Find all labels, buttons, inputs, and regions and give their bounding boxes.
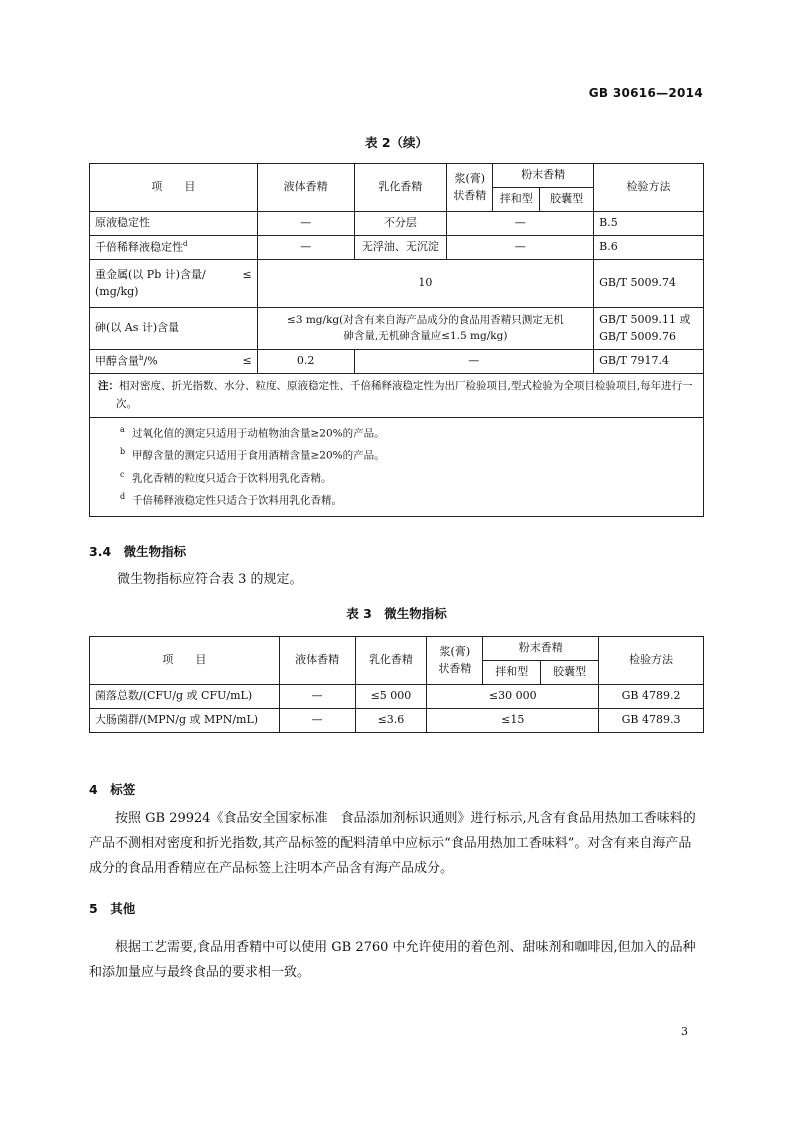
row-item: 菌落总数/(CFU/g 或 CFU/mL) — [90, 685, 280, 709]
footnotes — [90, 417, 704, 516]
col-header-liquid: 液体香精 — [257, 164, 354, 212]
footnote-mark: b — [120, 447, 126, 457]
table-row — [90, 350, 704, 374]
row-item: 原液稳定性 — [90, 212, 258, 236]
note-text: 相对密度、折光指数、水分、粒度、原液稳定性、千倍稀释液稳定性为出厂检验项目,型式检验为全项目检验项目,每年进行一次。 — [116, 380, 693, 411]
table-row — [90, 709, 704, 733]
col-header-paste-l1: 浆(膏) — [439, 645, 471, 658]
section-5-heading: 5 其他 — [89, 901, 136, 916]
footnote-item — [120, 422, 695, 444]
cell-method: B.5 — [594, 212, 704, 236]
table-row — [90, 685, 704, 709]
table-2-caption: 表 2（续） — [364, 135, 429, 150]
col-header-emulsion: 乳化香精 — [355, 637, 427, 685]
col-header-powder: 粉末香精 — [493, 164, 594, 188]
cell-merged: ≤15 — [427, 709, 599, 733]
le-sign: ≤ — [242, 353, 252, 367]
row-item-label-l1: 重金属(以 Pb 计)含量/ — [95, 268, 206, 281]
cell-merged: — — [447, 212, 594, 236]
cell-merged: 10 — [257, 260, 593, 308]
footnote-item — [120, 467, 695, 489]
cell-value-l1: ≤3 mg/kg(对含有来自海产品成分的食品用香精只测定无机 — [287, 313, 564, 326]
cell-value-l2: 砷含量,无机砷含量应≤1.5 mg/kg) — [343, 329, 508, 342]
col-header-item: 项 目 — [90, 164, 258, 212]
footnote-mark: d — [120, 492, 126, 502]
row-item-unit: /% — [143, 354, 158, 368]
cell-emulsion: ≤3.6 — [355, 709, 427, 733]
row-item — [90, 236, 258, 260]
col-header-capsule: 胶囊型 — [540, 188, 594, 212]
cell-liquid: — — [257, 212, 354, 236]
col-header-paste-l2: 状香精 — [438, 661, 472, 675]
row-item — [90, 260, 258, 308]
footnote-item — [120, 444, 695, 466]
footnote-text: 乳化香精的粒度只适合于饮料用乳化香精。 — [132, 472, 332, 485]
col-header-mixed: 拌和型 — [493, 188, 540, 212]
standard-number: GB 30616—2014 — [588, 86, 703, 100]
table-3-caption: 表 3 微生物指标 — [346, 606, 447, 621]
table-2 — [89, 163, 704, 517]
cell-method: GB/T 5009.74 — [594, 260, 704, 308]
table-row — [90, 212, 704, 236]
cell-emulsion: 不分层 — [354, 212, 447, 236]
cell-liquid: — — [279, 685, 355, 709]
section-4-heading: 4 标签 — [89, 782, 136, 797]
col-header-liquid: 液体香精 — [279, 637, 355, 685]
section-5-text: 根据工艺需要,食品用香精中可以使用 GB 2760 中允许使用的着色剂、甜味剂和咖啡因,但加入的品种和添加量应与最终食品的要求相一致。 — [89, 940, 696, 980]
col-header-item: 项 目 — [90, 637, 280, 685]
footnote-ref: b — [139, 353, 144, 362]
cell-merged: — — [447, 236, 594, 260]
cell-emulsion: ≤5 000 — [355, 685, 427, 709]
row-item-label: 千倍稀释液稳定性 — [95, 240, 183, 254]
section-3-4-heading: 3.4 微生物指标 — [89, 544, 187, 559]
cell-liquid: — — [257, 236, 354, 260]
col-header-powder: 粉末香精 — [483, 637, 599, 661]
cell-method: B.6 — [594, 236, 704, 260]
cell-method: GB 4789.2 — [599, 685, 704, 709]
row-item-label: 甲醇含量 — [95, 354, 139, 368]
col-header-paste — [447, 164, 493, 212]
footnote-text: 千倍稀释液稳定性只适合于饮料用乳化香精。 — [132, 494, 342, 507]
table-row — [90, 308, 704, 350]
table-row — [90, 236, 704, 260]
cell-method: GB/T 7917.4 — [594, 350, 704, 374]
table-note — [90, 374, 704, 418]
table-row — [90, 260, 704, 308]
table-3 — [89, 636, 704, 733]
cell-method-l1: GB/T 5009.11 或 — [599, 313, 691, 326]
footnote-text: 过氧化值的测定只适用于动植物油含量≥20%的产品。 — [132, 427, 385, 440]
section-3-4-text: 微生物指标应符合表 3 的规定。 — [117, 572, 303, 587]
col-header-method: 检验方法 — [599, 637, 704, 685]
table-note-row — [90, 374, 704, 418]
cell-method — [594, 308, 704, 350]
cell-merged — [257, 308, 593, 350]
footnote-mark: a — [120, 424, 125, 434]
col-header-paste — [427, 637, 483, 685]
cell-method: GB 4789.3 — [599, 709, 704, 733]
cell-merged: ≤30 000 — [427, 685, 599, 709]
footnote-item — [120, 489, 695, 511]
cell-liquid: — — [279, 709, 355, 733]
note-label: 注： — [98, 380, 119, 392]
row-item: 大肠菌群/(MPN/g 或 MPN/mL) — [90, 709, 280, 733]
col-header-emulsion: 乳化香精 — [354, 164, 447, 212]
section-4-text: 按照 GB 29924《食品安全国家标准 食品添加剂标识通则》进行标示,凡含有食品用热加工香味料的产品不测相对密度和折光指数,其产品标签的配料清单中应标示“食品用热加工香味料”。对含有来自海产品成分的食品用香精应在产品标签上注明本产品含有海产品成分。 — [89, 811, 696, 876]
le-sign: ≤ — [242, 268, 252, 281]
page-number: 3 — [681, 1025, 688, 1038]
footnote-text: 甲醇含量的测定只适用于食用酒精含量≥20%的产品。 — [132, 449, 385, 462]
col-header-method: 检验方法 — [594, 164, 704, 212]
col-header-paste-l1: 浆(膏) — [454, 172, 486, 185]
row-item-label-l2: (mg/kg) — [95, 284, 139, 298]
cell-liquid: 0.2 — [257, 350, 354, 374]
cell-method-l2: GB/T 5009.76 — [599, 329, 677, 343]
footnote-mark: c — [120, 469, 125, 479]
footnote-ref: d — [183, 239, 188, 248]
cell-merged: — — [354, 350, 594, 374]
row-item — [90, 350, 258, 374]
row-item: 砷(以 As 计)含量 — [90, 308, 258, 350]
col-header-paste-l2: 状香精 — [453, 188, 487, 202]
cell-emulsion: 无浮油、无沉淀 — [354, 236, 447, 260]
col-header-capsule: 胶囊型 — [541, 661, 599, 685]
col-header-mixed: 拌和型 — [483, 661, 541, 685]
footnotes-row — [90, 417, 704, 516]
